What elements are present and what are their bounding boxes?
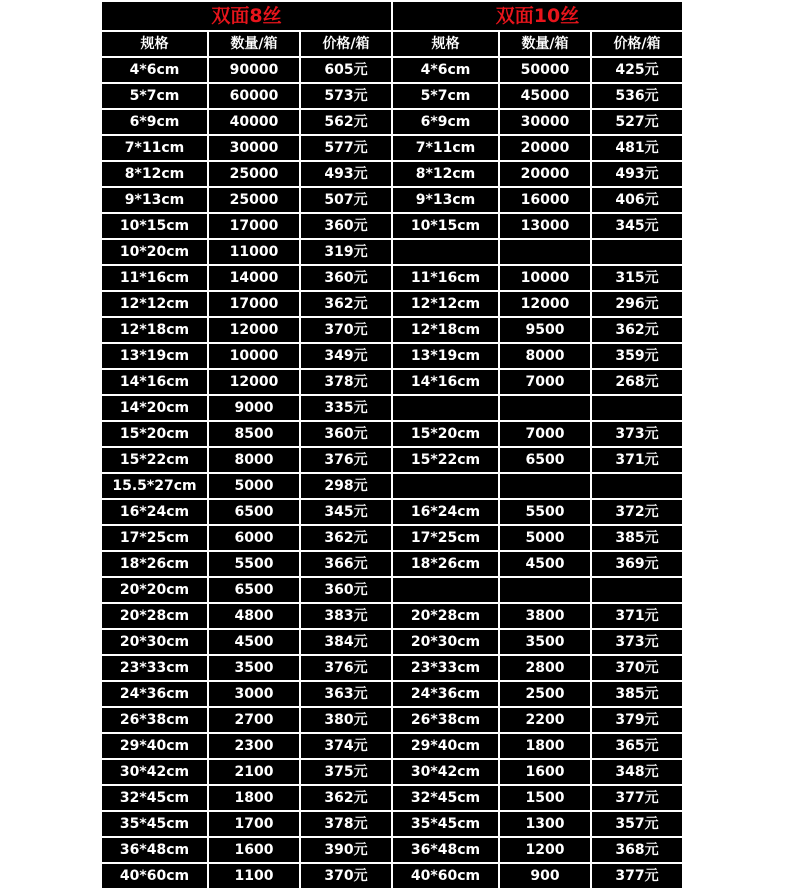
table-row bbox=[102, 708, 682, 732]
right-cell-qty: 3800 bbox=[500, 604, 590, 628]
left-cell-qty: 2100 bbox=[209, 760, 299, 784]
table-row bbox=[102, 500, 682, 524]
table-row bbox=[102, 344, 682, 368]
right-cell-qty: 5000 bbox=[500, 526, 590, 550]
right-cell-price bbox=[592, 474, 682, 498]
group-title-8si: 双面8丝 bbox=[102, 2, 391, 30]
left-cell-size: 5*7cm bbox=[102, 84, 207, 108]
right-cell-price: 365元 bbox=[592, 734, 682, 758]
right-cell-price: 373元 bbox=[592, 422, 682, 446]
header-size: 规格 bbox=[393, 32, 498, 56]
table-row bbox=[102, 110, 682, 134]
left-cell-size: 12*12cm bbox=[102, 292, 207, 316]
right-cell-qty: 1200 bbox=[500, 838, 590, 862]
left-cell-size: 15*22cm bbox=[102, 448, 207, 472]
right-cell-qty: 2500 bbox=[500, 682, 590, 706]
right-cell-qty: 900 bbox=[500, 864, 590, 888]
left-cell-price: 605元 bbox=[301, 58, 391, 82]
right-cell-price: 371元 bbox=[592, 604, 682, 628]
left-cell-price: 378元 bbox=[301, 370, 391, 394]
left-cell-size: 8*12cm bbox=[102, 162, 207, 186]
right-cell-price: 377元 bbox=[592, 864, 682, 888]
left-cell-size: 15*20cm bbox=[102, 422, 207, 446]
left-cell-size: 36*48cm bbox=[102, 838, 207, 862]
right-cell-size: 14*16cm bbox=[393, 370, 498, 394]
left-cell-size: 15.5*27cm bbox=[102, 474, 207, 498]
left-cell-price: 376元 bbox=[301, 448, 391, 472]
left-cell-price: 577元 bbox=[301, 136, 391, 160]
right-cell-size: 36*48cm bbox=[393, 838, 498, 862]
group-title-row bbox=[102, 2, 682, 30]
right-cell-qty bbox=[500, 396, 590, 420]
right-cell-qty: 6500 bbox=[500, 448, 590, 472]
left-cell-qty: 4500 bbox=[209, 630, 299, 654]
table-row bbox=[102, 448, 682, 472]
left-cell-qty: 9000 bbox=[209, 396, 299, 420]
left-cell-qty: 11000 bbox=[209, 240, 299, 264]
left-cell-qty: 8500 bbox=[209, 422, 299, 446]
table-row bbox=[102, 396, 682, 420]
right-cell-qty bbox=[500, 578, 590, 602]
left-cell-size: 32*45cm bbox=[102, 786, 207, 810]
right-cell-size: 17*25cm bbox=[393, 526, 498, 550]
right-cell-size: 15*20cm bbox=[393, 422, 498, 446]
left-cell-size: 20*20cm bbox=[102, 578, 207, 602]
table-row bbox=[102, 162, 682, 186]
table-row bbox=[102, 58, 682, 82]
left-cell-qty: 14000 bbox=[209, 266, 299, 290]
left-cell-qty: 6000 bbox=[209, 526, 299, 550]
price-table bbox=[100, 0, 684, 890]
table-row bbox=[102, 604, 682, 628]
right-cell-qty: 1500 bbox=[500, 786, 590, 810]
left-cell-size: 6*9cm bbox=[102, 110, 207, 134]
left-cell-size: 16*24cm bbox=[102, 500, 207, 524]
left-cell-qty: 25000 bbox=[209, 162, 299, 186]
left-cell-qty: 2300 bbox=[209, 734, 299, 758]
left-cell-price: 362元 bbox=[301, 526, 391, 550]
right-cell-qty: 2200 bbox=[500, 708, 590, 732]
right-cell-qty: 2800 bbox=[500, 656, 590, 680]
right-cell-qty: 4500 bbox=[500, 552, 590, 576]
right-cell-size: 20*30cm bbox=[393, 630, 498, 654]
left-cell-qty: 3500 bbox=[209, 656, 299, 680]
right-cell-size: 8*12cm bbox=[393, 162, 498, 186]
left-cell-price: 360元 bbox=[301, 422, 391, 446]
right-cell-qty: 5500 bbox=[500, 500, 590, 524]
left-cell-qty: 40000 bbox=[209, 110, 299, 134]
right-cell-qty: 8000 bbox=[500, 344, 590, 368]
right-cell-price: 357元 bbox=[592, 812, 682, 836]
right-cell-size: 35*45cm bbox=[393, 812, 498, 836]
right-cell-size bbox=[393, 240, 498, 264]
right-cell-size: 40*60cm bbox=[393, 864, 498, 888]
right-cell-size: 15*22cm bbox=[393, 448, 498, 472]
right-cell-price: 385元 bbox=[592, 526, 682, 550]
left-cell-qty: 3000 bbox=[209, 682, 299, 706]
right-cell-size: 13*19cm bbox=[393, 344, 498, 368]
left-cell-price: 493元 bbox=[301, 162, 391, 186]
right-cell-price bbox=[592, 578, 682, 602]
header-price: 价格/箱 bbox=[301, 32, 391, 56]
left-cell-qty: 17000 bbox=[209, 292, 299, 316]
left-cell-qty: 5000 bbox=[209, 474, 299, 498]
left-cell-price: 370元 bbox=[301, 318, 391, 342]
right-cell-qty: 12000 bbox=[500, 292, 590, 316]
table-row bbox=[102, 812, 682, 836]
table-row bbox=[102, 266, 682, 290]
left-cell-qty: 90000 bbox=[209, 58, 299, 82]
right-cell-price: 493元 bbox=[592, 162, 682, 186]
right-cell-price: 315元 bbox=[592, 266, 682, 290]
group-title-10si: 双面10丝 bbox=[393, 2, 682, 30]
left-cell-qty: 1100 bbox=[209, 864, 299, 888]
table-row bbox=[102, 188, 682, 212]
right-cell-price: 536元 bbox=[592, 84, 682, 108]
right-cell-size: 18*26cm bbox=[393, 552, 498, 576]
table-row bbox=[102, 214, 682, 238]
right-cell-price: 377元 bbox=[592, 786, 682, 810]
right-cell-qty bbox=[500, 474, 590, 498]
column-header-row bbox=[102, 32, 682, 56]
right-cell-qty: 20000 bbox=[500, 136, 590, 160]
left-cell-price: 298元 bbox=[301, 474, 391, 498]
right-cell-size: 12*18cm bbox=[393, 318, 498, 342]
left-cell-size: 17*25cm bbox=[102, 526, 207, 550]
left-cell-price: 349元 bbox=[301, 344, 391, 368]
right-cell-qty: 7000 bbox=[500, 370, 590, 394]
left-cell-price: 384元 bbox=[301, 630, 391, 654]
right-cell-size: 24*36cm bbox=[393, 682, 498, 706]
left-cell-qty: 1600 bbox=[209, 838, 299, 862]
left-cell-price: 362元 bbox=[301, 292, 391, 316]
table-row bbox=[102, 136, 682, 160]
right-cell-size: 4*6cm bbox=[393, 58, 498, 82]
left-cell-qty: 25000 bbox=[209, 188, 299, 212]
left-cell-size: 20*28cm bbox=[102, 604, 207, 628]
left-cell-qty: 12000 bbox=[209, 318, 299, 342]
right-cell-qty: 45000 bbox=[500, 84, 590, 108]
left-cell-price: 370元 bbox=[301, 864, 391, 888]
header-size: 规格 bbox=[102, 32, 207, 56]
right-cell-size bbox=[393, 578, 498, 602]
left-cell-price: 360元 bbox=[301, 578, 391, 602]
right-cell-price: 379元 bbox=[592, 708, 682, 732]
left-cell-qty: 8000 bbox=[209, 448, 299, 472]
right-cell-qty: 7000 bbox=[500, 422, 590, 446]
left-cell-size: 23*33cm bbox=[102, 656, 207, 680]
left-cell-size: 20*30cm bbox=[102, 630, 207, 654]
left-cell-price: 507元 bbox=[301, 188, 391, 212]
right-cell-price bbox=[592, 240, 682, 264]
left-cell-size: 30*42cm bbox=[102, 760, 207, 784]
left-cell-size: 14*20cm bbox=[102, 396, 207, 420]
header-qty: 数量/箱 bbox=[500, 32, 590, 56]
right-cell-size bbox=[393, 474, 498, 498]
table-row bbox=[102, 578, 682, 602]
left-cell-qty: 17000 bbox=[209, 214, 299, 238]
right-cell-price: 345元 bbox=[592, 214, 682, 238]
table-row bbox=[102, 526, 682, 550]
left-cell-qty: 1800 bbox=[209, 786, 299, 810]
right-cell-price: 268元 bbox=[592, 370, 682, 394]
left-cell-price: 562元 bbox=[301, 110, 391, 134]
table-row bbox=[102, 552, 682, 576]
right-cell-qty: 20000 bbox=[500, 162, 590, 186]
left-cell-price: 374元 bbox=[301, 734, 391, 758]
left-cell-price: 319元 bbox=[301, 240, 391, 264]
left-cell-size: 14*16cm bbox=[102, 370, 207, 394]
left-cell-size: 4*6cm bbox=[102, 58, 207, 82]
left-cell-price: 390元 bbox=[301, 838, 391, 862]
left-cell-size: 12*18cm bbox=[102, 318, 207, 342]
right-cell-price: 296元 bbox=[592, 292, 682, 316]
right-cell-size: 10*15cm bbox=[393, 214, 498, 238]
right-cell-price: 369元 bbox=[592, 552, 682, 576]
right-cell-size: 30*42cm bbox=[393, 760, 498, 784]
table-row bbox=[102, 370, 682, 394]
left-cell-price: 335元 bbox=[301, 396, 391, 420]
table-row bbox=[102, 292, 682, 316]
right-cell-price: 527元 bbox=[592, 110, 682, 134]
left-cell-price: 375元 bbox=[301, 760, 391, 784]
header-price: 价格/箱 bbox=[592, 32, 682, 56]
right-cell-qty: 50000 bbox=[500, 58, 590, 82]
left-cell-price: 383元 bbox=[301, 604, 391, 628]
left-cell-qty: 6500 bbox=[209, 578, 299, 602]
right-cell-size: 16*24cm bbox=[393, 500, 498, 524]
left-cell-size: 9*13cm bbox=[102, 188, 207, 212]
right-cell-price: 362元 bbox=[592, 318, 682, 342]
left-cell-price: 363元 bbox=[301, 682, 391, 706]
right-cell-size: 32*45cm bbox=[393, 786, 498, 810]
table-row bbox=[102, 630, 682, 654]
right-cell-price: 348元 bbox=[592, 760, 682, 784]
left-cell-price: 366元 bbox=[301, 552, 391, 576]
left-cell-price: 362元 bbox=[301, 786, 391, 810]
table-row bbox=[102, 682, 682, 706]
table-row bbox=[102, 656, 682, 680]
left-cell-qty: 10000 bbox=[209, 344, 299, 368]
right-cell-size: 9*13cm bbox=[393, 188, 498, 212]
right-cell-price: 481元 bbox=[592, 136, 682, 160]
right-cell-qty: 1300 bbox=[500, 812, 590, 836]
right-cell-price: 385元 bbox=[592, 682, 682, 706]
right-cell-qty: 13000 bbox=[500, 214, 590, 238]
left-cell-size: 10*20cm bbox=[102, 240, 207, 264]
right-cell-size: 11*16cm bbox=[393, 266, 498, 290]
right-cell-qty bbox=[500, 240, 590, 264]
left-cell-qty: 1700 bbox=[209, 812, 299, 836]
left-cell-size: 29*40cm bbox=[102, 734, 207, 758]
left-cell-size: 18*26cm bbox=[102, 552, 207, 576]
table-row bbox=[102, 838, 682, 862]
left-cell-size: 11*16cm bbox=[102, 266, 207, 290]
left-cell-size: 10*15cm bbox=[102, 214, 207, 238]
left-cell-size: 40*60cm bbox=[102, 864, 207, 888]
right-cell-price: 406元 bbox=[592, 188, 682, 212]
left-cell-size: 13*19cm bbox=[102, 344, 207, 368]
right-cell-qty: 1600 bbox=[500, 760, 590, 784]
table-row bbox=[102, 864, 682, 888]
right-cell-qty: 16000 bbox=[500, 188, 590, 212]
table-row bbox=[102, 422, 682, 446]
left-cell-size: 24*36cm bbox=[102, 682, 207, 706]
right-cell-size: 12*12cm bbox=[393, 292, 498, 316]
right-cell-price: 370元 bbox=[592, 656, 682, 680]
right-cell-qty: 30000 bbox=[500, 110, 590, 134]
right-cell-price bbox=[592, 396, 682, 420]
left-cell-price: 573元 bbox=[301, 84, 391, 108]
left-cell-size: 26*38cm bbox=[102, 708, 207, 732]
right-cell-qty: 9500 bbox=[500, 318, 590, 342]
right-cell-price: 371元 bbox=[592, 448, 682, 472]
right-cell-size bbox=[393, 396, 498, 420]
left-cell-price: 360元 bbox=[301, 266, 391, 290]
right-cell-size: 26*38cm bbox=[393, 708, 498, 732]
right-cell-size: 20*28cm bbox=[393, 604, 498, 628]
table-row bbox=[102, 734, 682, 758]
table-row bbox=[102, 240, 682, 264]
table-row bbox=[102, 84, 682, 108]
right-cell-size: 5*7cm bbox=[393, 84, 498, 108]
right-cell-qty: 3500 bbox=[500, 630, 590, 654]
right-cell-size: 6*9cm bbox=[393, 110, 498, 134]
table-row bbox=[102, 474, 682, 498]
right-cell-price: 359元 bbox=[592, 344, 682, 368]
left-cell-qty: 2700 bbox=[209, 708, 299, 732]
right-cell-price: 368元 bbox=[592, 838, 682, 862]
left-cell-price: 376元 bbox=[301, 656, 391, 680]
left-cell-price: 380元 bbox=[301, 708, 391, 732]
left-cell-qty: 30000 bbox=[209, 136, 299, 160]
left-cell-qty: 4800 bbox=[209, 604, 299, 628]
left-cell-size: 35*45cm bbox=[102, 812, 207, 836]
left-cell-qty: 12000 bbox=[209, 370, 299, 394]
right-cell-price: 373元 bbox=[592, 630, 682, 654]
table-row bbox=[102, 760, 682, 784]
left-cell-price: 378元 bbox=[301, 812, 391, 836]
price-sheet bbox=[100, 0, 684, 890]
table-row bbox=[102, 786, 682, 810]
table-row bbox=[102, 318, 682, 342]
right-cell-price: 425元 bbox=[592, 58, 682, 82]
left-cell-price: 345元 bbox=[301, 500, 391, 524]
header-qty: 数量/箱 bbox=[209, 32, 299, 56]
right-cell-size: 7*11cm bbox=[393, 136, 498, 160]
right-cell-price: 372元 bbox=[592, 500, 682, 524]
right-cell-qty: 1800 bbox=[500, 734, 590, 758]
left-cell-qty: 60000 bbox=[209, 84, 299, 108]
left-cell-size: 7*11cm bbox=[102, 136, 207, 160]
right-cell-size: 29*40cm bbox=[393, 734, 498, 758]
right-cell-size: 23*33cm bbox=[393, 656, 498, 680]
right-cell-qty: 10000 bbox=[500, 266, 590, 290]
left-cell-qty: 5500 bbox=[209, 552, 299, 576]
left-cell-qty: 6500 bbox=[209, 500, 299, 524]
left-cell-price: 360元 bbox=[301, 214, 391, 238]
